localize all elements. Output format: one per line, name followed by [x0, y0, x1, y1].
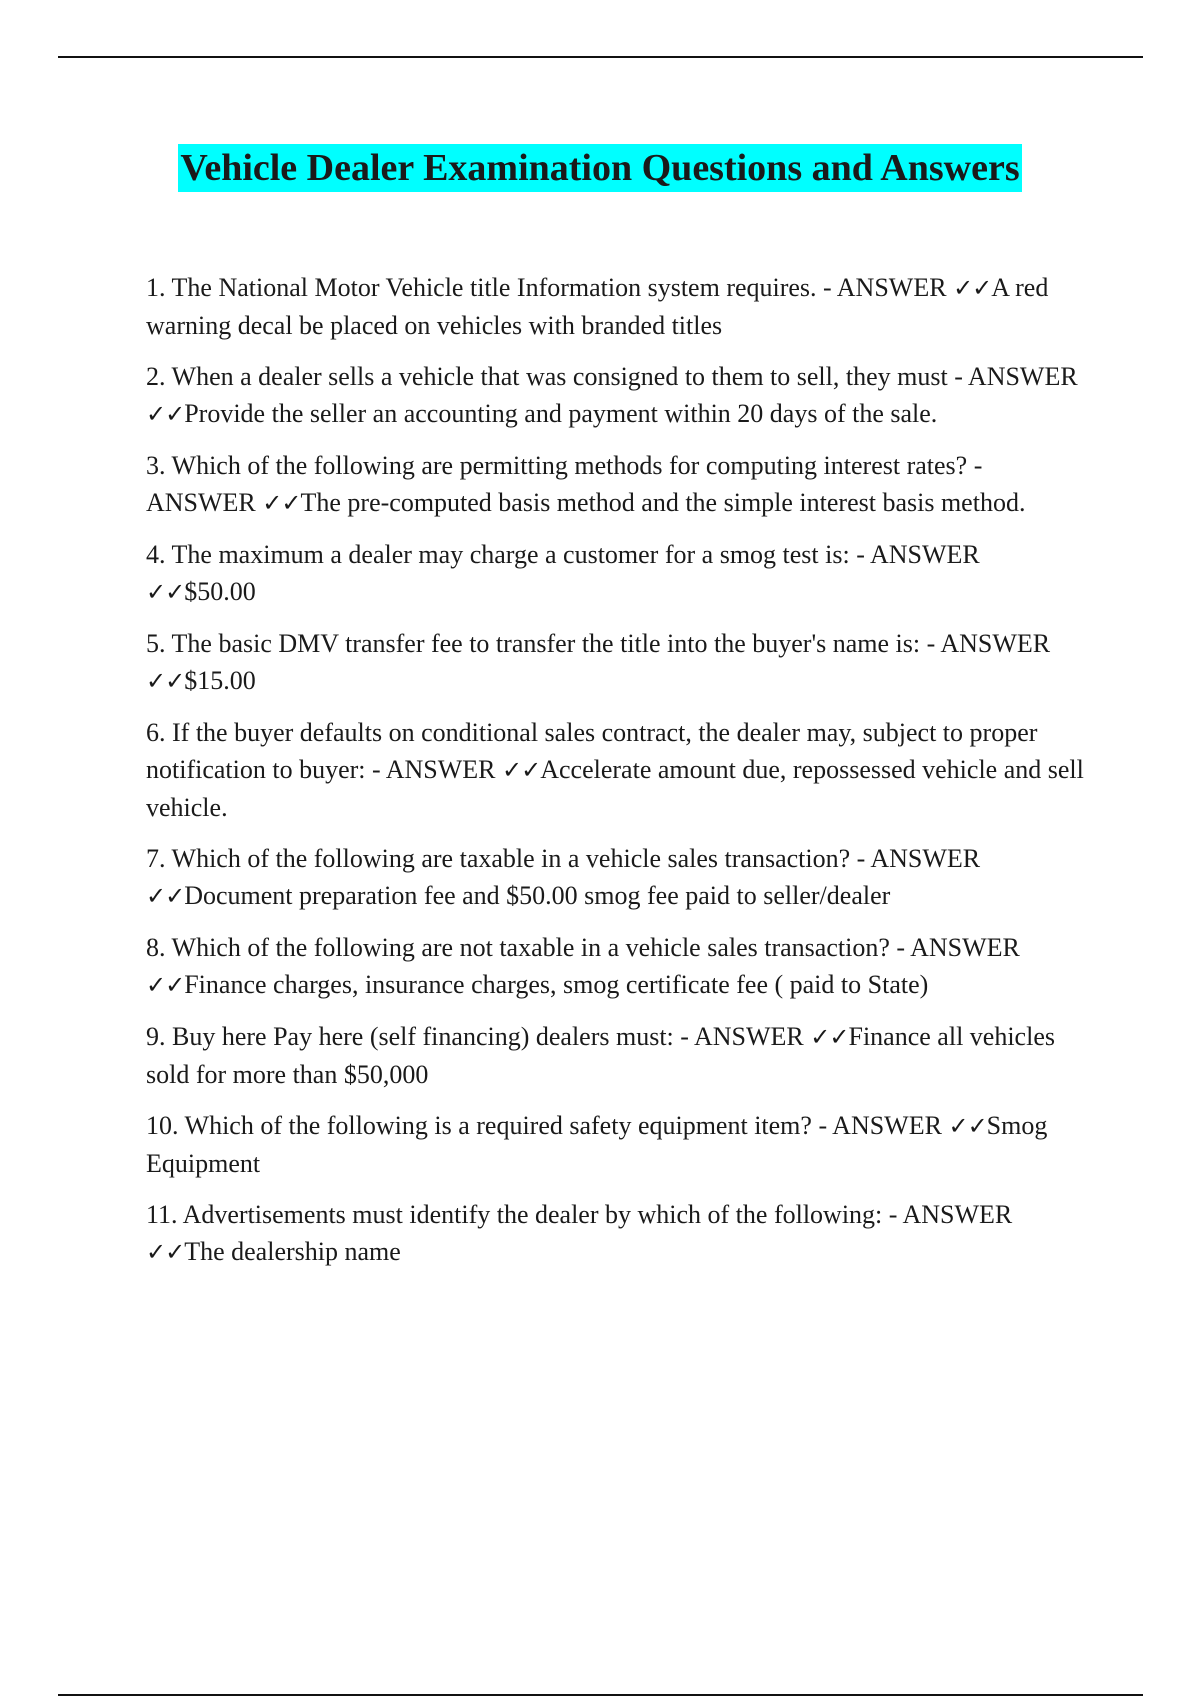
qa-list: [146, 269, 1086, 1285]
title-block: [0, 144, 1200, 192]
qa-item-8: [146, 929, 1086, 1004]
answer-text: Document preparation fee and $50.00 smog fee paid to seller/dealer: [184, 881, 891, 910]
question-text: 3. Which of the following are permitting methods for computing interest rates? - ANSWER: [146, 451, 983, 517]
qa-item-4: [146, 536, 1086, 611]
answer-text: The dealership name: [184, 1237, 401, 1266]
double-check-icon: ✓✓: [810, 1023, 849, 1051]
answer-text: Smog Equipment: [146, 1111, 1048, 1178]
double-check-icon: ✓✓: [146, 882, 185, 910]
answer-text: Accelerate amount due, repossessed vehicle and sell vehicle.: [146, 755, 1084, 822]
question-text: 9. Buy here Pay here (self financing) dealers must: - ANSWER: [146, 1022, 811, 1051]
document-title: Vehicle Dealer Examination Questions and Answers: [178, 144, 1021, 192]
double-check-icon: ✓✓: [502, 756, 541, 784]
question-text: 5. The basic DMV transfer fee to transfer the title into the buyer's name is: - ANSWER: [146, 629, 1051, 658]
double-check-icon: ✓✓: [948, 1112, 987, 1140]
qa-item-2: [146, 358, 1086, 433]
qa-item-1: [146, 269, 1086, 344]
qa-item-11: [146, 1196, 1086, 1271]
question-text: 8. Which of the following are not taxable in a vehicle sales transaction? - ANSWER: [146, 933, 1020, 962]
question-text: 6. If the buyer defaults on conditional sales contract, the dealer may, subject to proper notification to buyer: - ANSWER: [146, 718, 1038, 784]
answer-text: Finance all vehicles sold for more than $50,000: [146, 1022, 1055, 1089]
qa-item-6: [146, 714, 1086, 826]
double-check-icon: ✓✓: [146, 971, 185, 999]
answer-text: A red warning decal be placed on vehicles with branded titles: [146, 273, 1049, 340]
question-text: 10. Which of the following is a required safety equipment item? - ANSWER: [146, 1111, 949, 1140]
qa-item-10: [146, 1107, 1086, 1182]
question-text: 11. Advertisements must identify the dealer by which of the following: - ANSWER: [146, 1200, 1013, 1229]
double-check-icon: ✓✓: [262, 489, 301, 517]
question-text: 2. When a dealer sells a vehicle that was consigned to them to sell, they must - ANSWER: [146, 362, 1078, 391]
double-check-icon: ✓✓: [146, 578, 185, 606]
double-check-icon: ✓✓: [146, 400, 185, 428]
double-check-icon: ✓✓: [146, 667, 185, 695]
double-check-icon: ✓✓: [953, 274, 992, 302]
question-text: 1. The National Motor Vehicle title Information system requires. - ANSWER: [146, 273, 954, 302]
qa-item-3: [146, 447, 1086, 522]
double-check-icon: ✓✓: [146, 1238, 185, 1266]
question-text: 7. Which of the following are taxable in a vehicle sales transaction? - ANSWER: [146, 844, 981, 873]
answer-text: $15.00: [184, 666, 256, 695]
answer-text: The pre-computed basis method and the simple interest basis method.: [300, 488, 1026, 517]
qa-item-5: [146, 625, 1086, 700]
bottom-rule: [58, 1694, 1143, 1696]
qa-item-7: [146, 840, 1086, 915]
question-text: 4. The maximum a dealer may charge a customer for a smog test is: - ANSWER: [146, 540, 980, 569]
answer-text: Provide the seller an accounting and payment within 20 days of the sale.: [184, 399, 938, 428]
answer-text: $50.00: [184, 577, 256, 606]
top-rule: [58, 56, 1143, 58]
answer-text: Finance charges, insurance charges, smog certificate fee ( paid to State): [184, 970, 929, 999]
qa-item-9: [146, 1018, 1086, 1093]
